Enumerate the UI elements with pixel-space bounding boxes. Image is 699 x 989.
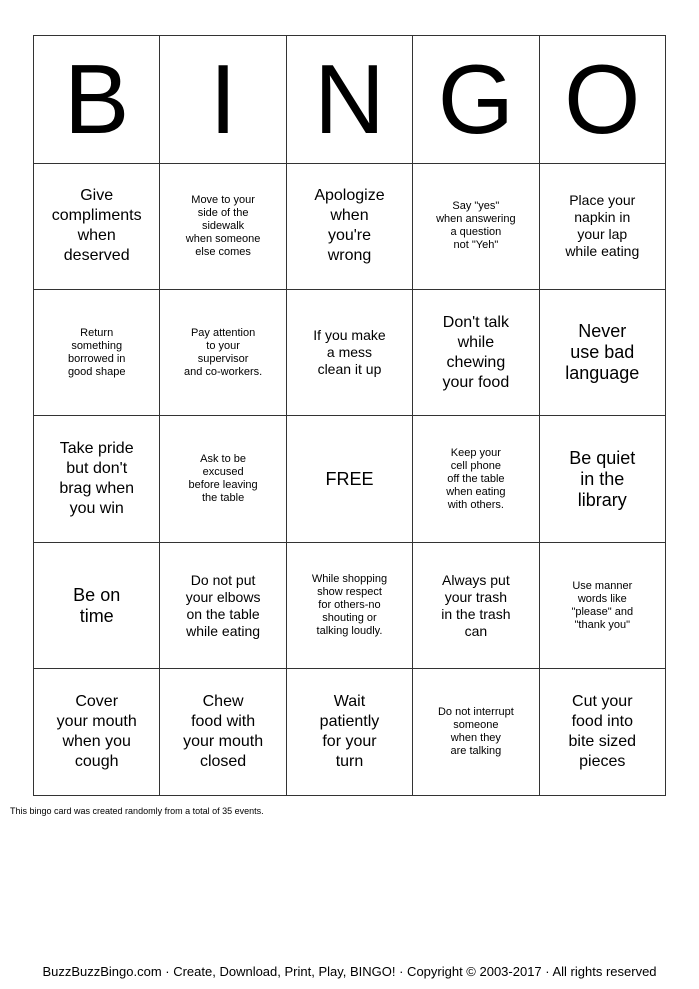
bingo-cell [160,163,286,289]
cell-text: Always put your trash in the trash can [441,571,511,639]
header-letter-n: N [286,36,412,164]
bingo-row-4 [34,542,666,668]
bingo-cell [539,163,665,289]
bingo-cell [34,289,160,415]
bingo-row-1 [34,163,666,289]
bingo-cell [286,542,412,668]
bingo-cell [160,669,286,796]
cell-text: Cover your mouth when you cough [56,693,137,771]
cell-text: Move to your side of the sidewalk when someone else comes [185,193,261,258]
bingo-row-3 [34,416,666,542]
header-letter-o: O [539,36,665,164]
cell-text: Apologize when you're wrong [314,187,385,265]
bingo-cell [286,289,412,415]
bingo-cell [160,289,286,415]
site-footer: BuzzBuzzBingo.com · Create, Download, Print, Play, BINGO! · Copyright © 2003-2017 · All rights reserved [42,964,657,979]
bingo-cell [160,416,286,542]
cell-text: Cut your food into bite sized pieces [568,693,637,771]
free-space-text: FREE [325,468,374,489]
cell-text: Be quiet in the library [569,447,636,510]
bingo-cell [34,416,160,542]
cell-text: Be on time [73,584,121,626]
cell-text: Don't talk while chewing your food [442,313,510,391]
cell-text: Place your napkin in your lap while eating [565,192,640,260]
bingo-cell [539,416,665,542]
free-space [286,416,412,542]
cell-text: Use manner words like "please" and "thank you" [571,579,634,631]
bingo-cell [539,542,665,668]
bingo-cell [34,163,160,289]
bingo-cell [539,289,665,415]
cell-text: While shopping show respect for others-no shouting or talking loudly. [311,573,388,638]
bingo-cell [286,669,412,796]
bingo-cell [413,289,539,415]
cell-text: If you make a mess clean it up [313,327,386,378]
cell-text: Return something borrowed in good shape [67,326,126,378]
cell-text: Chew food with your mouth closed [183,693,264,771]
header-letter-g: G [413,36,539,164]
cell-text: Take pride but don't brag when you win [59,440,135,518]
bingo-cell [413,669,539,796]
cell-text: Wait patiently for your turn [319,693,380,771]
cell-text: Pay attention to your supervisor and co-workers. [183,326,263,378]
cell-text: Do not interrupt someone when they are talking [437,706,514,758]
cell-text: Keep your cell phone off the table when eating with others. [446,446,506,511]
cell-text: Give compliments when deserved [51,187,142,265]
header-letter-b: B [34,36,160,164]
bingo-row-5 [34,669,666,796]
header-letter-i: I [160,36,286,164]
cell-text: Never use bad language [565,321,640,384]
bingo-cell [413,416,539,542]
cell-text: Say "yes" when answering a question not "Yeh" [436,200,516,252]
bingo-row-2 [34,289,666,415]
bingo-cell [286,163,412,289]
bingo-cell [413,163,539,289]
bingo-cell [34,669,160,796]
bingo-cell [160,542,286,668]
bingo-header-row [34,36,666,164]
bingo-card [33,35,666,796]
bingo-cell [413,542,539,668]
bingo-cell [539,669,665,796]
cell-text: Ask to be excused before leaving the table [188,453,258,505]
card-generation-note: This bingo card was created randomly from a total of 35 events. [10,806,264,816]
cell-text: Do not put your elbows on the table while eating [185,571,261,639]
bingo-cell [34,542,160,668]
